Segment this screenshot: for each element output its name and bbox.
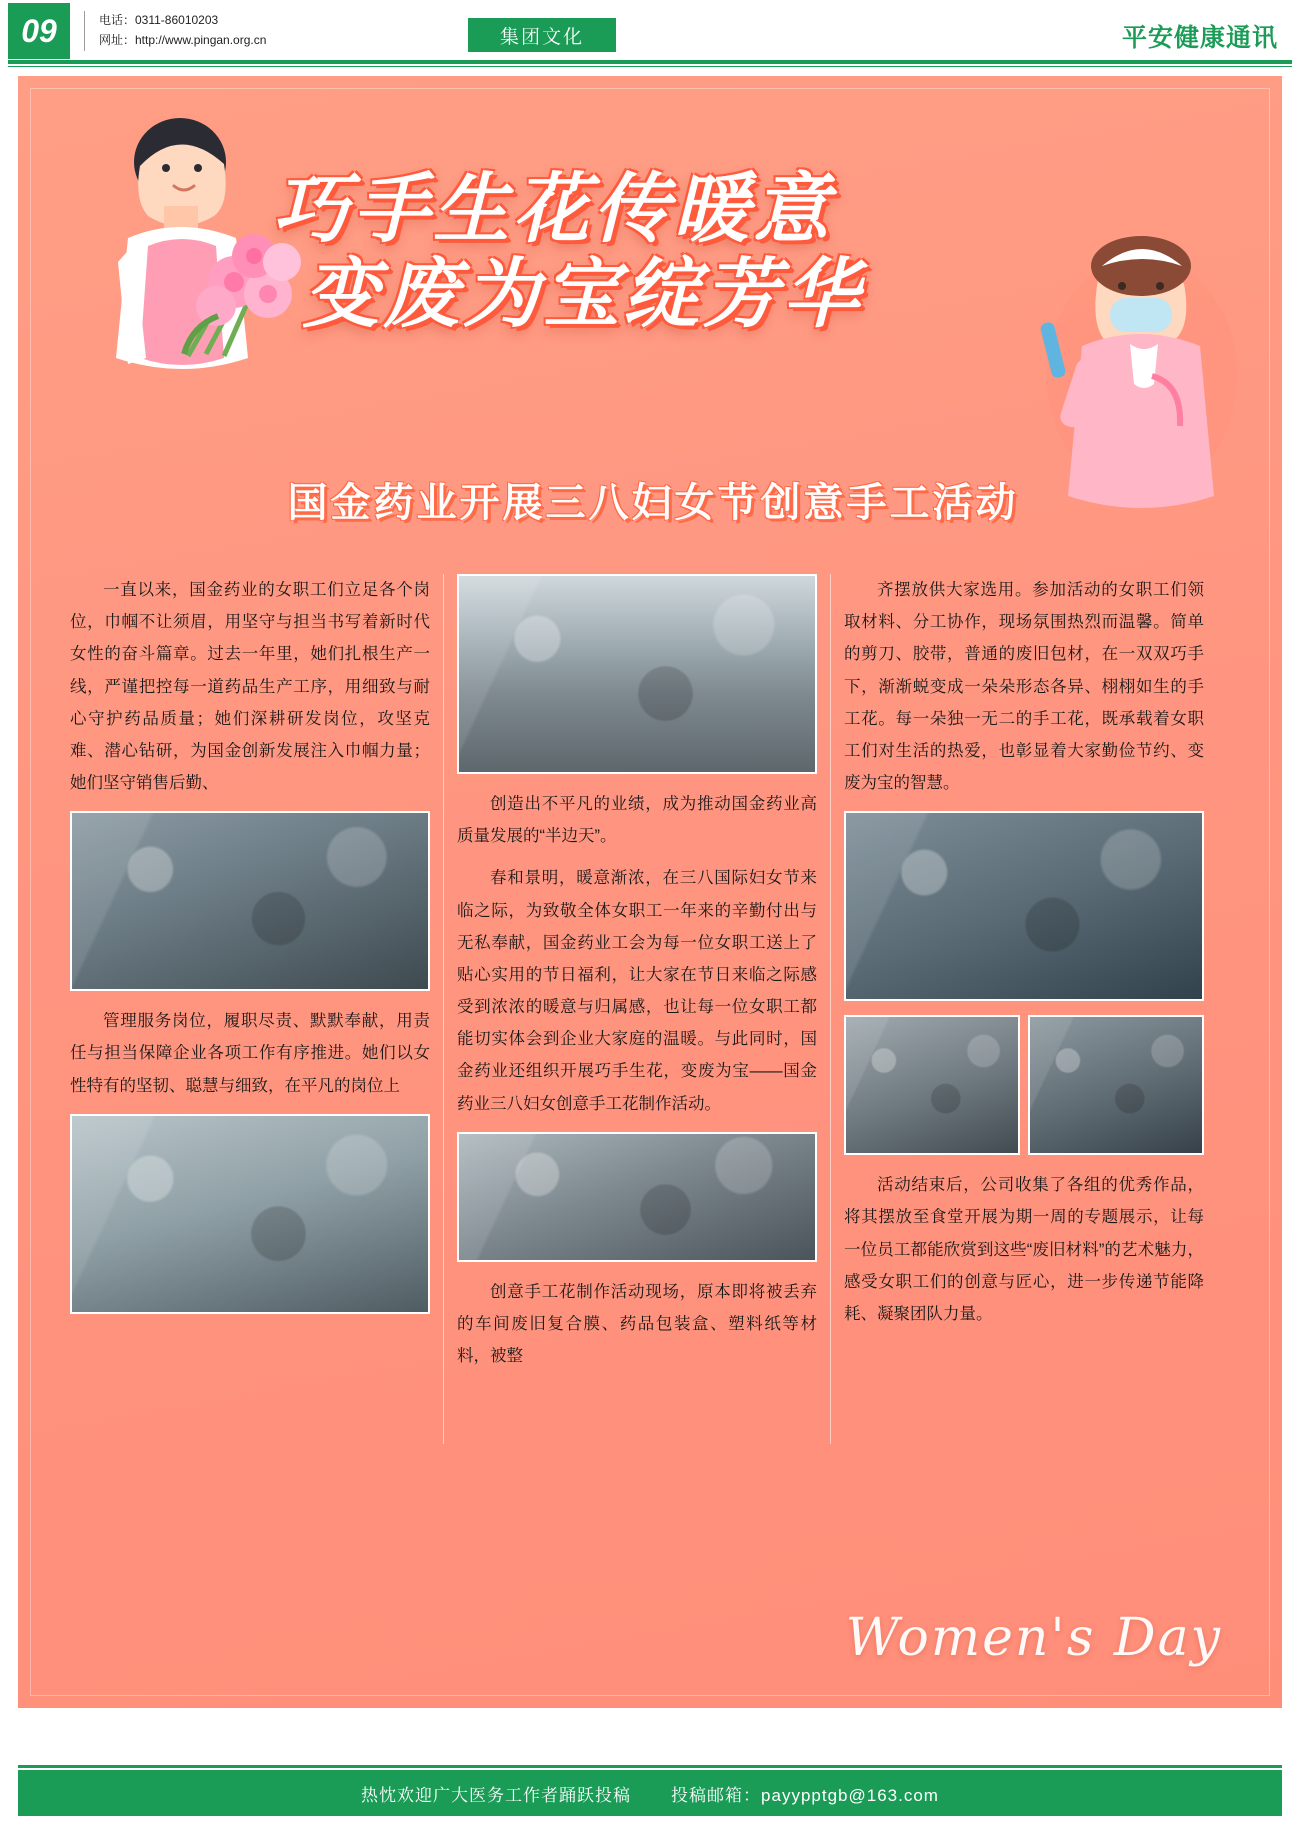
contact-block [84,11,266,51]
footer-rule [18,1765,1282,1768]
paragraph: 活动结束后，公司收集了各组的优秀作品，将其摆放至食堂开展为期一周的专题展示，让每一位员工都能欣赏到这些“废旧材料”的艺术魅力，感受女职工们的创意与匠心，进一步传递节能降耗、凝聚团队力量。 [844,1176,1204,1323]
photo-pair [844,1015,1204,1169]
website-line: 网址：http://www.pingan.org.cn [99,33,267,47]
paragraph: 创造出不平凡的业绩，成为推动国金药业高质量发展的“半边天”。 [457,795,817,846]
column-divider [443,574,444,1444]
footer-email-text: 投稿邮箱：payypptgb@163.com [671,1785,939,1805]
photo-craft-activity [457,1132,817,1262]
photo-production-lab [70,811,430,991]
paragraph: 春和景明，暖意渐浓，在三八国际妇女节来临之际，为致敬全体女职工一年来的辛勤付出与无私奉献，国金药业工会为每一位女职工送上了贴心实用的节日福利，让大家在节日来临之际感受到浓浓的暖意与归属感，也让每一位女职工都能切实体会到企业大家庭的温暖。与此同时，国金药业还组织开展巧手生花，变废为宝——国金药业三八妇女创意手工花制作活动。 [457,869,817,1113]
masthead [0,0,1300,62]
photo-workshop-meeting [457,574,817,774]
poster-headline [273,164,1033,339]
poster-area [18,76,1282,1708]
article-column-3 [844,574,1204,1654]
section-tag: 集团文化 [468,18,616,52]
footer-welcome-text: 热忱欢迎广大医务工作者踊跃投稿 [361,1785,632,1805]
article-column-1 [70,574,430,1654]
photo-flowers-pair-left [844,1015,1020,1155]
article-columns [70,574,1230,1654]
article-column-2 [457,574,817,1654]
womens-day-script: Women's Day [845,1608,1222,1668]
column-divider [830,574,831,1444]
headline-line-2: 变废为宝绽芳华 [303,249,863,339]
masthead-rule-thin [8,66,1292,67]
photo-handmade-wreath [844,811,1204,1001]
footer-bar [18,1770,1282,1816]
paragraph: 齐摆放供大家选用。参加活动的女职工们领取材料、分工协作，现场氛围热烈而温馨。简单的剪刀、胶带，普通的废旧包材，在一双双巧手下，渐渐蜕变成一朵朵形态各异、栩栩如生的手工花。每一朵独一无二的手工花，既承载着女职工们对生活的热爱，也彰显着大家勤俭节约、变废为宝的智慧。 [844,581,1204,793]
phone-line: 电话：0311-86010203 [99,13,219,28]
paragraph: 管理服务岗位，履职尽责、默默奉献，用责任与担当保障企业各项工作有序推进。她们以女性特有的坚韧、聪慧与细致，在平凡的岗位上 [70,1012,430,1095]
page-number-badge: 09 [8,3,70,59]
photo-flowers-pair-right [1028,1015,1204,1155]
headline-line-1: 巧手生花传暖意 [273,164,833,253]
publication-brand: 平安健康通讯 [1121,23,1278,52]
paragraph: 创意手工花制作活动现场，原本即将被丢弃的车间废旧复合膜、药品包装盒、塑料纸等材料，被整 [457,1282,817,1366]
photo-packaging-line [70,1114,430,1314]
masthead-rule [8,60,1292,64]
paragraph: 一直以来，国金药业的女职工们立足各个岗位，巾帼不让须眉，用坚守与担当书写着新时代女性的奋斗篇章。过去一年里，她们扎根生产一线，严谨把控每一道药品生产工序，用细致与耐心守护药品质量；她们深耕研发岗位，攻坚克难、潜心钻研，为国金创新发展注入巾帼力量；她们坚守销售后勤、 [70,581,430,793]
poster-subheadline: 国金药业开展三八妇女节创意手工活动 [287,479,1019,526]
